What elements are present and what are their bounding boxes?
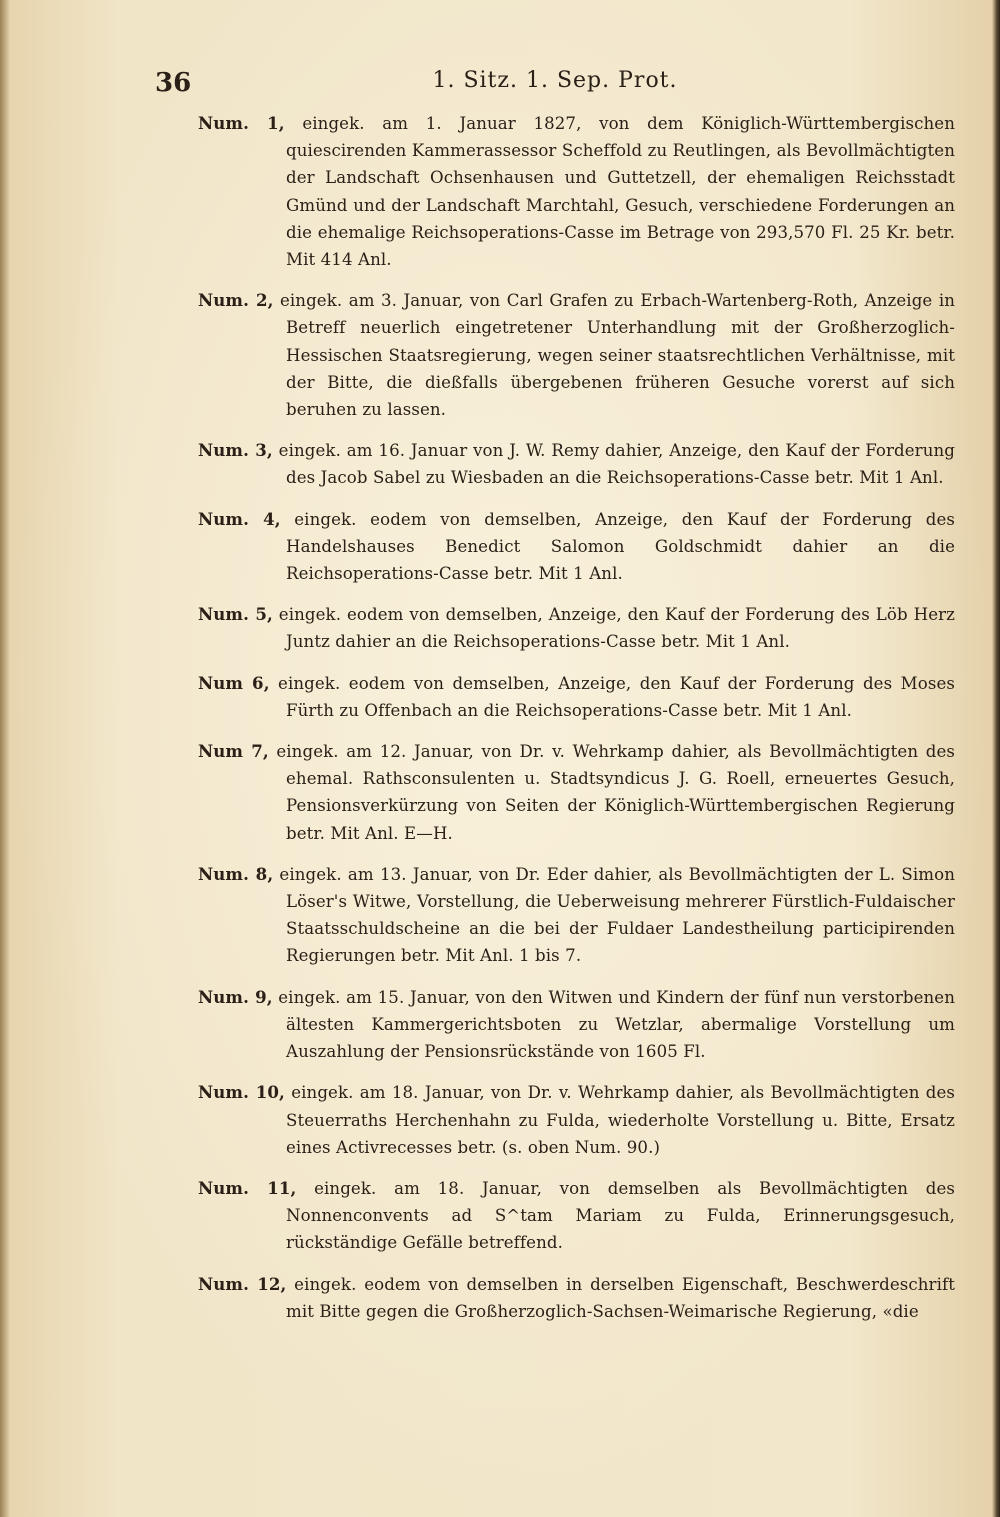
running-head: 1. Sitz. 1. Sep. Prot. (432, 68, 678, 93)
entry-label: Num 7, (198, 741, 269, 762)
entry-text: eingek. eodem von demselben, Anzeige, den Kauf der Forderung des Handelshauses Benedict Salomon Goldschmidt dahier an die Reichsoperations-Casse betr. Mit 1 Anl. (286, 509, 956, 584)
entry-label: Num. 4, (198, 508, 281, 529)
entry-num-12 (160, 1271, 955, 1325)
entry-text: eingek. am 1. Januar 1827, von dem Königlich-Württembergischen quiescirenden Kammerassessor Scheffold zu Reutlingen, als Bevollmächtigten der Landschaft Ochsenhausen und Guttetzell, der ehemaligen Reichsstadt Gmünd und der Landschaft Marchtahl, Gesuch, verschiedene Forderungen an die ehemalige Reichsoperations-Casse im Betrage von 293,570 Fl. 25 Kr. betr. Mit 414 Anl. (286, 114, 956, 270)
entry-label: Num. 10, (198, 1082, 285, 1103)
entry-text: eingek. am 15. Januar, von den Witwen und Kindern der fünf nun verstorbenen ältesten Kammergerichtsboten zu Wetzlar, abermalige Vorstellung um Auszahlung der Pensionsrückstände von 1605 Fl. (278, 987, 955, 1062)
entry-text: eingek. eodem von demselben, Anzeige, den Kauf der Forderung des Moses Fürth zu Offenbach an die Reichsoperations-Casse betr. Mit 1 Anl. (278, 673, 956, 720)
entry-text: eingek. am 12. Januar, von Dr. v. Wehrkamp dahier, als Bevollmächtigten des ehemal. Rathsconsulenten u. Stadtsyndicus J. G. Roell, erneuertes Gesuch, Pensionsverkürzung von Seiten der Königlich-Württembergischen Regierung betr. Mit Anl. E—H. (276, 742, 955, 843)
entry-label: Num. 2, (198, 290, 274, 311)
entry-text: eingek. am 16. Januar von J. W. Remy dahier, Anzeige, den Kauf der Forderung des Jacob Sabel zu Wiesbaden an die Reichsoperations-Casse betr. Mit 1 Anl. (278, 441, 956, 488)
entry-num-2 (160, 287, 955, 423)
entry-text: eingek. eodem von demselben in derselben Eigenschaft, Beschwerdeschrift mit Bitte gegen die Großherzoglich-Sachsen-Weimarische Regierung, «die (286, 1274, 956, 1321)
entry-num-6 (160, 670, 955, 724)
entry-num-8 (160, 861, 955, 970)
page-right-binding-edge (992, 0, 1000, 1517)
entry-text: eingek. am 18. Januar, von demselben als Bevollmächtigten des Nonnenconvents ad S^tam Mariam zu Fulda, Erinnerungsgesuch, rückständige Gefälle betreffend. (286, 1178, 956, 1253)
entry-num-10 (160, 1079, 955, 1161)
entry-num-5 (160, 601, 955, 655)
entry-text: eingek. am 13. Januar, von Dr. Eder dahier, als Bevollmächtigten der L. Simon Löser's Witwe, Vorstellung, die Ueberweisung mehrerer Fürstlich-Fuldaischer Staatsschuldscheine an die bei der Fuldaer Landestheilung participirenden Regierungen betr. Mit Anl. 1 bis 7. (279, 864, 955, 966)
entry-num-1 (160, 110, 955, 273)
entry-label: Num. 1, (198, 113, 285, 133)
entry-num-7 (160, 738, 955, 847)
entry-text: eingek. eodem von demselben, Anzeige, den Kauf der Forderung des Löb Herz Juntz dahier an die Reichsoperations-Casse betr. Mit 1 Anl. (278, 605, 956, 652)
entry-num-11 (160, 1175, 955, 1257)
entry-text: eingek. am 18. Januar, von Dr. v. Wehrkamp dahier, als Bevollmächtigten des Steuerraths Herchenhahn zu Fulda, wiederholte Vorstellung u. Bitte, Ersatz eines Activrecesses betr. (s. oben Num. 90.) (286, 1083, 956, 1157)
entry-label: Num. 9, (198, 986, 273, 1007)
page-left-shadow (0, 0, 10, 1517)
entry-text: eingek. am 3. Januar, von Carl Grafen zu Erbach-Wartenberg-Roth, Anzeige in Betreff neuerlich eingetretener Unterhandlung mit der Großherzoglich-Hessischen Staatsregierung, wegen seiner staatsrechtlichen Verhältnisse, mit der Bitte, die dießfalls übergebenen früheren Gesuche vorerst auf sich beruhen zu lassen. (279, 291, 956, 420)
page-header (155, 60, 955, 100)
page-number: 36 (155, 68, 192, 98)
entry-label: Num. 5, (198, 604, 273, 625)
entry-num-4 (160, 506, 955, 588)
entry-list (160, 110, 955, 1339)
entry-label: Num. 8, (198, 863, 274, 884)
entry-num-3 (160, 437, 955, 491)
entry-label: Num 6, (198, 672, 270, 693)
entry-label: Num. 11, (198, 1177, 297, 1198)
entry-num-9 (160, 984, 955, 1066)
entry-label: Num. 3, (198, 440, 273, 461)
entry-label: Num. 12, (198, 1273, 287, 1294)
